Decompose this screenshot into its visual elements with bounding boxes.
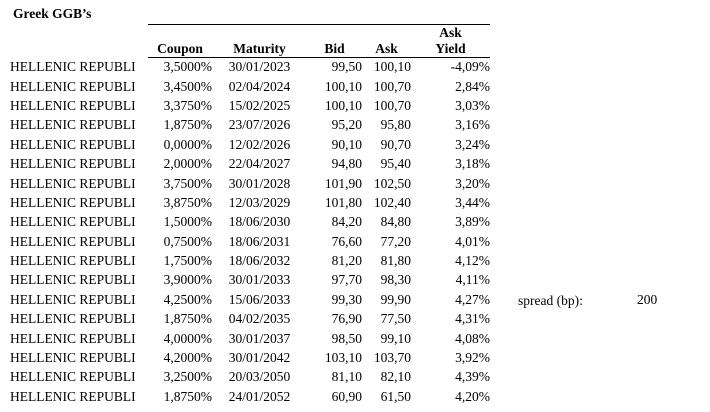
- col-header-ask-yield-line2: Yield: [411, 41, 490, 58]
- maturity-cell: 30/01/2023: [228, 59, 291, 75]
- bid-cell: 60,90: [331, 388, 362, 404]
- maturity-cell: 02/04/2024: [228, 78, 291, 94]
- bond-row: [10, 116, 490, 135]
- ask-cell: 82,10: [380, 369, 411, 385]
- maturity-cell: 30/01/2028: [228, 175, 291, 191]
- table-header: [10, 25, 490, 58]
- bond-name-cell: HELLENIC REPUBLI: [10, 214, 136, 230]
- bond-name-cell: HELLENIC REPUBLI: [10, 136, 136, 152]
- ask-cell: 102,50: [373, 175, 411, 191]
- spread-label: spread (bp):: [518, 293, 583, 308]
- bond-row: [10, 96, 490, 115]
- ask-cell: 81,80: [380, 253, 411, 269]
- bond-name-cell: HELLENIC REPUBLI: [10, 156, 136, 172]
- bond-name-cell: HELLENIC REPUBLI: [10, 59, 136, 75]
- bond-row: [10, 213, 490, 232]
- ask-yield-cell: 4,27%: [455, 291, 490, 307]
- bond-name-cell: HELLENIC REPUBLI: [10, 233, 136, 249]
- ask-yield-cell: 3,92%: [455, 350, 490, 366]
- bid-cell: 98,50: [331, 330, 362, 346]
- header-spacer: [10, 25, 148, 42]
- bid-cell: 100,10: [324, 78, 362, 94]
- table-body: [10, 58, 490, 407]
- coupon-cell: 1,7500%: [163, 253, 212, 269]
- header-row-labels: [10, 41, 490, 58]
- bond-name-cell: HELLENIC REPUBLI: [10, 97, 136, 113]
- col-header-coupon: Coupon: [148, 41, 212, 58]
- bond-row: [10, 232, 490, 251]
- bid-cell: 97,70: [331, 272, 362, 288]
- bond-name-cell: HELLENIC REPUBLI: [10, 117, 136, 133]
- maturity-cell: 12/02/2026: [228, 136, 291, 152]
- bond-row: [10, 135, 490, 154]
- ask-cell: 102,40: [373, 194, 411, 210]
- coupon-cell: 3,9000%: [163, 272, 212, 288]
- ask-yield-cell: 4,39%: [455, 369, 490, 385]
- bond-name-cell: HELLENIC REPUBLI: [10, 175, 136, 191]
- bond-row: [10, 58, 490, 77]
- ask-cell: 95,80: [380, 117, 411, 133]
- ask-yield-cell: 3,24%: [455, 136, 490, 152]
- bond-row: [10, 174, 490, 193]
- ask-yield-cell: 3,03%: [455, 97, 490, 113]
- ask-yield-cell: -4,09%: [450, 59, 490, 75]
- maturity-cell: 23/07/2026: [228, 117, 291, 133]
- maturity-cell: 18/06/2030: [228, 214, 291, 230]
- ask-yield-cell: 3,16%: [455, 117, 490, 133]
- ask-cell: 77,50: [380, 311, 411, 327]
- ask-yield-cell: 3,20%: [455, 175, 490, 191]
- ask-cell: 100,70: [373, 97, 411, 113]
- ask-yield-cell: 4,12%: [455, 253, 490, 269]
- coupon-cell: 3,8750%: [163, 194, 212, 210]
- bond-name-cell: HELLENIC REPUBLI: [10, 388, 136, 404]
- ask-cell: 84,80: [380, 214, 411, 230]
- ask-yield-cell: 4,01%: [455, 233, 490, 249]
- coupon-cell: 1,8750%: [163, 388, 212, 404]
- ask-cell: 98,30: [380, 272, 411, 288]
- bond-row: [10, 251, 490, 270]
- coupon-cell: 4,2000%: [163, 350, 212, 366]
- header-spacer: [148, 25, 212, 42]
- header-spacer: [362, 25, 411, 42]
- bond-name-cell: HELLENIC REPUBLI: [10, 78, 136, 94]
- coupon-cell: 1,8750%: [163, 117, 212, 133]
- coupon-cell: 2,0000%: [163, 156, 212, 172]
- bid-cell: 81,20: [331, 253, 362, 269]
- coupon-cell: 3,3750%: [163, 97, 212, 113]
- bid-cell: 76,60: [331, 233, 362, 249]
- bid-cell: 100,10: [324, 97, 362, 113]
- bond-name-cell: HELLENIC REPUBLI: [10, 272, 136, 288]
- maturity-cell: 04/02/2035: [228, 311, 291, 327]
- maturity-cell: 24/01/2052: [228, 388, 291, 404]
- ask-cell: 100,70: [373, 78, 411, 94]
- col-header-bid: Bid: [307, 41, 362, 58]
- bond-row: [10, 154, 490, 173]
- bid-cell: 84,20: [331, 214, 362, 230]
- bond-name-cell: HELLENIC REPUBLI: [10, 369, 136, 385]
- maturity-cell: 30/01/2037: [228, 330, 291, 346]
- bond-name-cell: HELLENIC REPUBLI: [10, 194, 136, 210]
- bond-row: [10, 310, 490, 329]
- col-header-ask: Ask: [362, 41, 411, 58]
- bond-row: [10, 193, 490, 212]
- spread-value: 200: [637, 292, 658, 307]
- bond-name-cell: HELLENIC REPUBLI: [10, 311, 136, 327]
- ask-yield-cell: 4,08%: [455, 330, 490, 346]
- maturity-cell: 15/06/2033: [228, 291, 291, 307]
- ask-cell: 77,20: [380, 233, 411, 249]
- bond-row: [10, 387, 490, 406]
- ask-yield-cell: 4,20%: [455, 388, 490, 404]
- bid-cell: 99,50: [331, 59, 362, 75]
- ask-cell: 90,70: [380, 136, 411, 152]
- bond-row: [10, 348, 490, 367]
- bond-row: [10, 290, 490, 309]
- bid-cell: 101,80: [324, 194, 362, 210]
- bond-row: [10, 329, 490, 348]
- header-spacer: [307, 25, 362, 42]
- maturity-cell: 18/06/2031: [228, 233, 291, 249]
- col-header-maturity: Maturity: [212, 41, 307, 58]
- bid-cell: 99,30: [331, 291, 362, 307]
- ask-yield-cell: 4,31%: [455, 311, 490, 327]
- coupon-cell: 3,4500%: [163, 78, 212, 94]
- maturity-cell: 30/01/2042: [228, 350, 291, 366]
- header-spacer: [10, 41, 148, 58]
- ask-cell: 99,90: [380, 291, 411, 307]
- bond-name-cell: HELLENIC REPUBLI: [10, 253, 136, 269]
- table-title: Greek GGB’s: [13, 6, 92, 21]
- maturity-cell: 15/02/2025: [228, 97, 291, 113]
- ask-yield-cell: 3,18%: [455, 156, 490, 172]
- bid-cell: 76,90: [331, 311, 362, 327]
- bid-cell: 81,10: [331, 369, 362, 385]
- coupon-cell: 1,8750%: [163, 311, 212, 327]
- bond-row: [10, 77, 490, 96]
- bond-name-cell: HELLENIC REPUBLI: [10, 291, 136, 307]
- ask-cell: 99,10: [380, 330, 411, 346]
- bid-cell: 103,10: [324, 350, 362, 366]
- ask-yield-cell: 2,84%: [455, 78, 490, 94]
- header-spacer: [212, 25, 307, 42]
- bond-name-cell: HELLENIC REPUBLI: [10, 330, 136, 346]
- maturity-cell: 20/03/2050: [228, 369, 291, 385]
- bond-name-cell: HELLENIC REPUBLI: [10, 350, 136, 366]
- ask-cell: 61,50: [380, 388, 411, 404]
- bond-row: [10, 271, 490, 290]
- maturity-cell: 30/01/2033: [228, 272, 291, 288]
- bid-cell: 101,90: [324, 175, 362, 191]
- bond-row: [10, 368, 490, 387]
- header-row-top: [10, 25, 490, 42]
- ask-cell: 100,10: [373, 59, 411, 75]
- maturity-cell: 18/06/2032: [228, 253, 291, 269]
- bid-cell: 90,10: [331, 136, 362, 152]
- coupon-cell: 1,5000%: [163, 214, 212, 230]
- ask-cell: 95,40: [380, 156, 411, 172]
- coupon-cell: 4,0000%: [163, 330, 212, 346]
- ask-yield-cell: 3,89%: [455, 214, 490, 230]
- maturity-cell: 22/04/2027: [228, 156, 291, 172]
- coupon-cell: 0,7500%: [163, 233, 212, 249]
- ask-cell: 103,70: [373, 350, 411, 366]
- bonds-table: [10, 24, 490, 407]
- bid-cell: 95,20: [331, 117, 362, 133]
- coupon-cell: 4,2500%: [163, 291, 212, 307]
- ask-yield-cell: 3,44%: [455, 194, 490, 210]
- maturity-cell: 12/03/2029: [228, 194, 291, 210]
- coupon-cell: 3,7500%: [163, 175, 212, 191]
- ask-yield-cell: 4,11%: [455, 272, 490, 288]
- coupon-cell: 0,0000%: [163, 136, 212, 152]
- coupon-cell: 3,2500%: [163, 369, 212, 385]
- bid-cell: 94,80: [331, 156, 362, 172]
- col-header-ask-yield-line1: Ask: [411, 25, 490, 42]
- coupon-cell: 3,5000%: [163, 59, 212, 75]
